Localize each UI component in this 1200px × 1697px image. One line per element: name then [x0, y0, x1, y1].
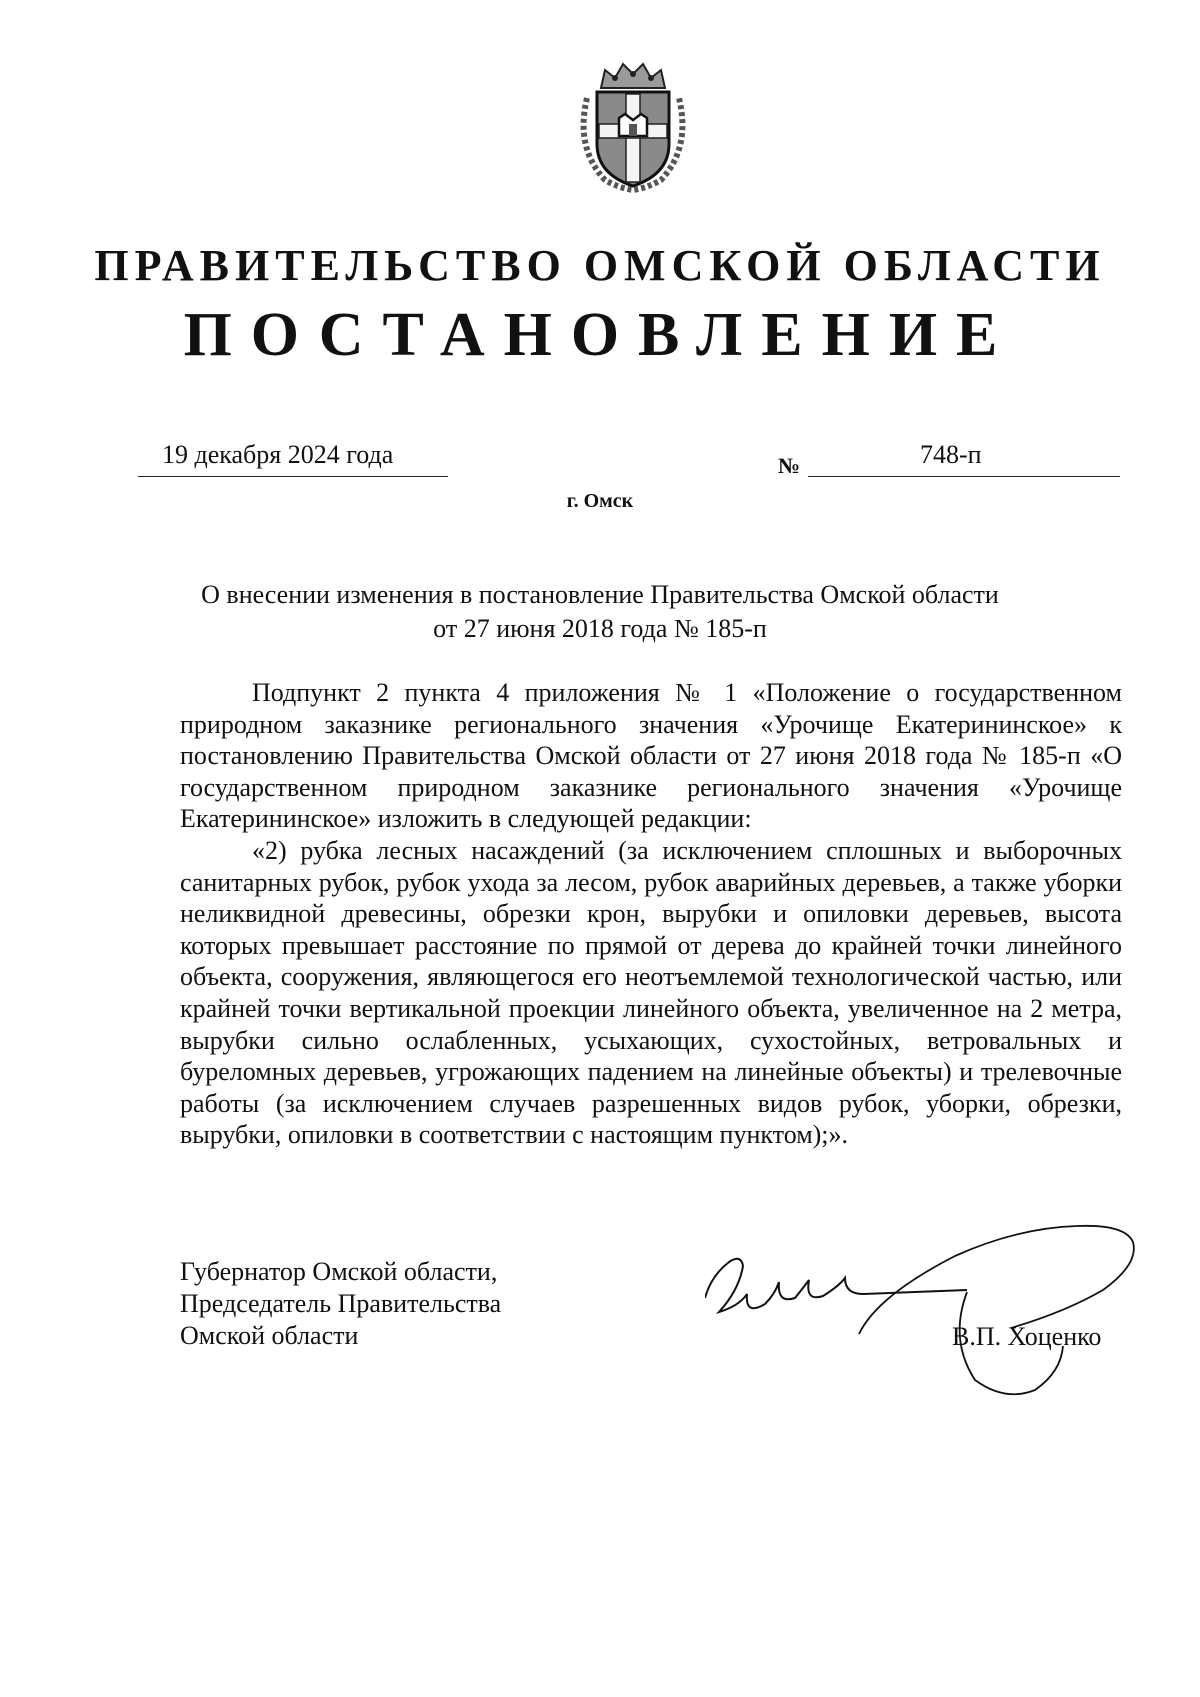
number-field	[808, 434, 1120, 477]
document-date: 19 декабря 2024 года	[162, 440, 394, 469]
position-line-1: Губернатор Омской области,	[180, 1257, 498, 1286]
coat-of-arms-icon	[571, 58, 695, 194]
body-paragraph-1: Подпункт 2 пункта 4 приложения № 1 «Положение о государственном природном заказнике регионального значения «Урочище Екатерининское» к постановлению Правительства Омской области от 27 июня 2018 года № 185-п «О государственном природном заказнике регионального значения «Урочище Екатерининское» изложить в следующей редакции:	[180, 678, 1122, 834]
document-body	[180, 677, 1122, 1151]
handwritten-signature	[705, 1220, 1145, 1405]
position-line-2: Председатель Правительства	[180, 1289, 502, 1318]
heading-line-1: О внесении изменения в постановление Правительства Омской области	[201, 580, 999, 609]
document-number: 748-п	[920, 440, 982, 469]
signatory-name: В.П. Хоценко	[952, 1322, 1102, 1351]
body-paragraph-2: «2) рубка лесных насаждений (за исключением сплошных и выборочных санитарных рубок, рубок ухода за лесом, рубок аварийных деревьев, а также уборки неликвидной древесины, обрезки крон, вырубки и опиловки деревьев, высота которых превышает расстояние по прямой от дерева до крайней точки линейного объекта, сооружения, являющегося его неотъемлемой технологической частью, или крайней точки вертикальной проекции линейного объекта, увеличенное на 2 метра, вырубки сильно ослабленных, усыхающих, сухостойных, ветровальных и буреломных деревьев, угрожающих падением на линейные объекты) и трелевочные работы (за исключением случаев разрешенных видов рубок, уборки, обрезки, вырубки, опиловки в соответствии с настоящим пунктом);».	[180, 835, 1122, 1150]
signatory-position	[180, 1256, 501, 1352]
city-label: г. Омск	[566, 490, 634, 512]
number-sign: №	[778, 453, 801, 478]
date-field	[138, 434, 448, 477]
document-heading	[180, 578, 1020, 646]
document-type-title: ПОСТАНОВЛЕНИЕ	[183, 301, 1017, 369]
heading-line-2: от 27 июня 2018 года № 185-п	[433, 614, 767, 643]
government-title: ПРАВИТЕЛЬСТВО ОМСКОЙ ОБЛАСТИ	[94, 241, 1106, 290]
position-line-3: Омской области	[180, 1321, 359, 1350]
